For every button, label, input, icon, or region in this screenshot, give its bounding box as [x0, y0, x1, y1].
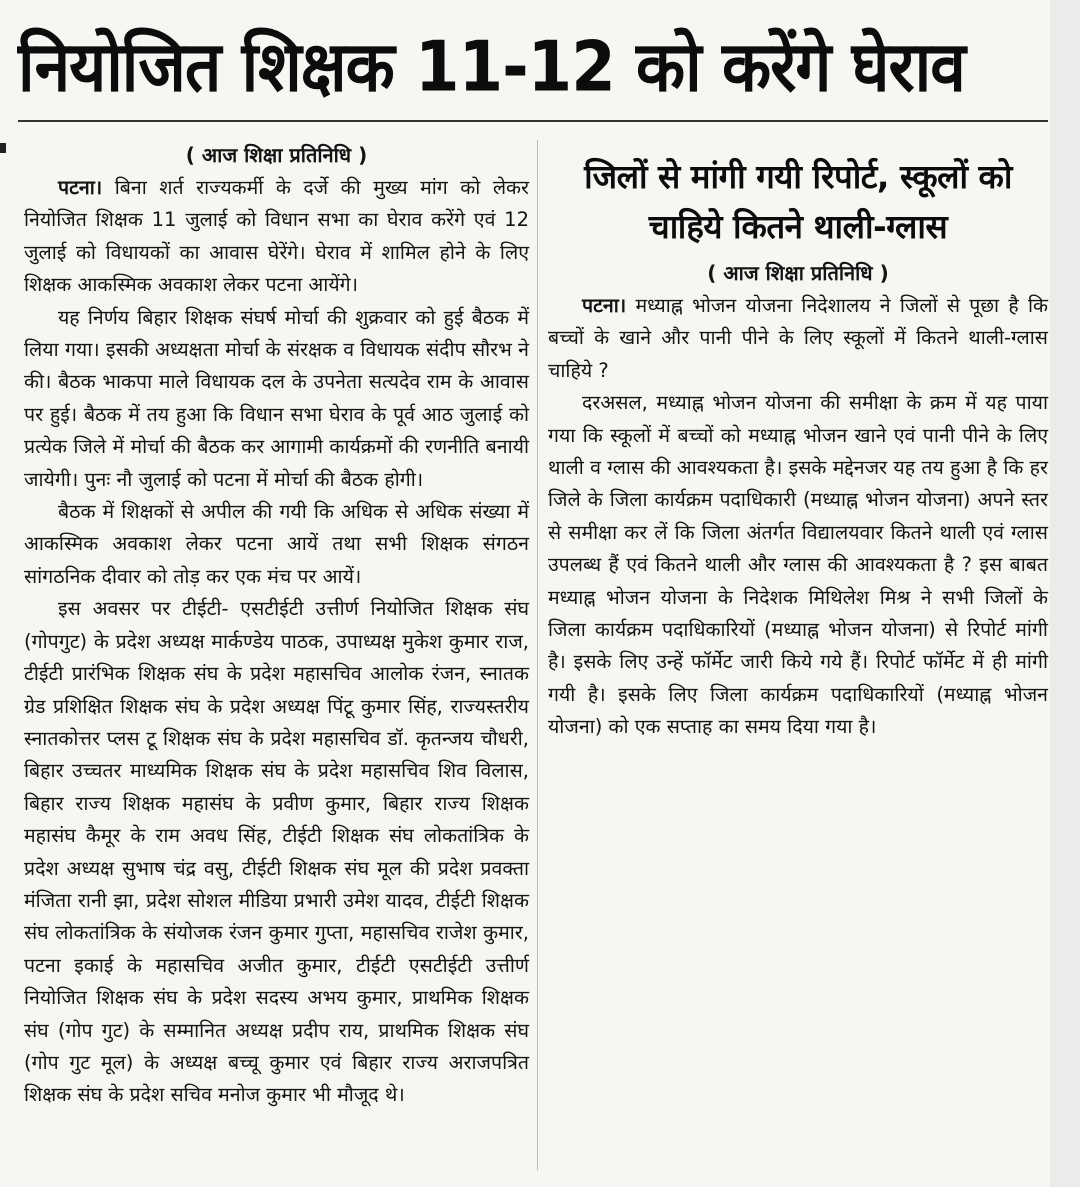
article-main-paragraph: इस अवसर पर टीईटी- एसटीईटी उत्तीर्ण नियोजित शिक्षक संघ (गोपगुट) के प्रदेश अध्यक्ष मार्कण्डेय पाठक, उपाध्यक्ष मुकेश कुमार राज, टीईटी प्रारंभिक शिक्षक संघ के प्रदेश महासचिव आलोक रंजन, स्नातक ग्रेड प्रशिक्षित शिक्षक संघ के प्रदेश अध्यक्ष पिंटू कुमार सिंह, राज्यस्तरीय स्नातकोत्तर प्लस टू शिक्षक संघ के प्रदेश महासचिव डॉ. कृतन्जय चौधरी, बिहार उच्चतर माध्यमिक शिक्षक संघ के प्रदेश महासचिव शिव विलास, बिहार राज्य शिक्षक महासंघ के प्रवीण कुमार, बिहार राज्य शिक्षक महासंघ कैमूर के राम अवध सिंह, टीईटी शिक्षक संघ लोकतांत्रिक के प्रदेश अध्यक्ष सुभाष चंद्र वसु, टीईटी शिक्षक संघ मूल की प्रदेश प्रवक्ता मंजिता रानी झा, प्रदेश सोशल मीडिया प्रभारी उमेश यादव, टीईटी शिक्षक संघ लोकतांत्रिक के संयोजक रंजन कुमार गुप्ता, महासचिव राजेश कुमार, पटना इकाई के महासचिव अजीत कुमार, टीईटी एसटीईटी उत्तीर्ण नियोजित शिक्षक संघ के प्रदेश सदस्य अभय कुमार, प्राथमिक शिक्षक संघ (गोप गुट) के सम्मानित अध्यक्ष प्रदीप राय, प्राथमिक शिक्षक संघ (गोप गुट मूल) के अध्यक्ष बच्चू कुमार एवं बिहार राज्य अराजपत्रित शिक्षक संघ के प्रदेश सचिव मनोज कुमार भी मौजूद थे।: [24, 597, 529, 1107]
column-divider: [537, 140, 538, 1170]
article-second-paragraph-text: मध्याह्न भोजन योजना निदेशालय ने जिलों से पूछा है कि बच्चों के खाने और पानी पीने के लिए स्कूलों में कितने थाली-ग्लास चाहिये ?: [548, 294, 1048, 382]
article-main-paragraph-text: बिना शर्त राज्यकर्मी के दर्जे की मुख्य मांग को लेकर नियोजित शिक्षक 11 जुलाई को विधान सभा का घेराव करेंगे एवं 12 जुलाई को विधायकों का आवास घेरेंगे। घेराव में शामिल होने के लिए शिक्षक आकस्मिक अवकाश लेकर पटना आयेंगे।: [24, 176, 529, 297]
article-second-headline-line: चाहिये कितने थाली-ग्लास: [648, 207, 948, 246]
headline-rule: [18, 120, 1048, 122]
article-main-paragraph: [24, 172, 529, 302]
article-main-paragraph: यह निर्णय बिहार शिक्षक संघर्ष मोर्चा की शुक्रवार को हुई बैठक में लिया गया। इसकी अध्यक्षता मोर्चा के संरक्षक व विधायक संदीप सौरभ ने की। बैठक भाकपा माले विधायक दल के उपनेता सत्यदेव राम के आवास पर हुई। बैठक में तय हुआ कि विधान सभा घेराव के पूर्व आठ जुलाई को प्रत्येक जिले में मोर्चा की बैठक कर आगामी कार्यक्रमों की रणनीति बनायी जायेगी। पुनः नौ जुलाई को पटना में मोर्चा की बैठक होगी।: [24, 305, 529, 491]
page-edge: [1050, 0, 1080, 1187]
article-main-byline: ( आज शिक्षा प्रतिनिधि ): [185, 143, 368, 167]
article-main-dateline: पटना।: [58, 176, 103, 199]
article-second-dateline: पटना।: [582, 294, 627, 317]
article-second-headline-line: जिलों से मांगी गयी रिपोर्ट, स्कूलों को: [584, 157, 1012, 196]
article-second-paragraph: [548, 290, 1048, 387]
main-headline: नियोजित शिक्षक 11-12 को करेंगे घेराव: [18, 28, 965, 108]
article-second-paragraph: दरअसल, मध्याह्न भोजन योजना की समीक्षा के क्रम में यह पाया गया कि स्कूलों में बच्चों को मध्याह्न भोजन खाने एवं पानी पीने के लिए थाली व ग्लास की आवश्यकता है। इसके मद्देनजर यह तय हुआ है कि हर जिले के जिला कार्यक्रम पदाधिकारी (मध्याह्न भोजन योजना) अपने स्तर से समीक्षा कर लें कि जिला अंतर्गत विद्यालयवार कितने थाली एवं ग्लास उपलब्ध हैं एवं कितने थाली और ग्लास की आवश्यकता है ? इस बाबत मध्याह्न भोजन योजना के निदेशक मिथिलेश मिश्र ने सभी जिलों के जिला कार्यक्रम पदाधिकारियों (मध्याह्न भोजन योजना) से रिपोर्ट मांगी है। इसके लिए उन्हें फॉर्मेट जारी किये गये हैं। रिपोर्ट फॉर्मेट में ही मांगी गयी है। इसके लिए जिला कार्यक्रम पदाधिकारियों (मध्याह्न भोजन योजना) को एक सप्ताह का समय दिया गया है।: [548, 391, 1048, 739]
article-main-paragraph: बैठक में शिक्षकों से अपील की गयी कि अधिक से अधिक संख्या में आकस्मिक अवकाश लेकर पटना आयें तथा सभी शिक्षक संगठन सांगठनिक दीवार को तोड़ कर एक मंच पर आयें।: [24, 500, 529, 588]
article-second-headline: [548, 152, 1048, 252]
article-second-column: [548, 138, 1048, 744]
article-second-byline: ( आज शिक्षा प्रतिनिधि ): [707, 261, 889, 285]
article-main-column: [24, 138, 529, 1112]
margin-mark: [0, 143, 6, 153]
